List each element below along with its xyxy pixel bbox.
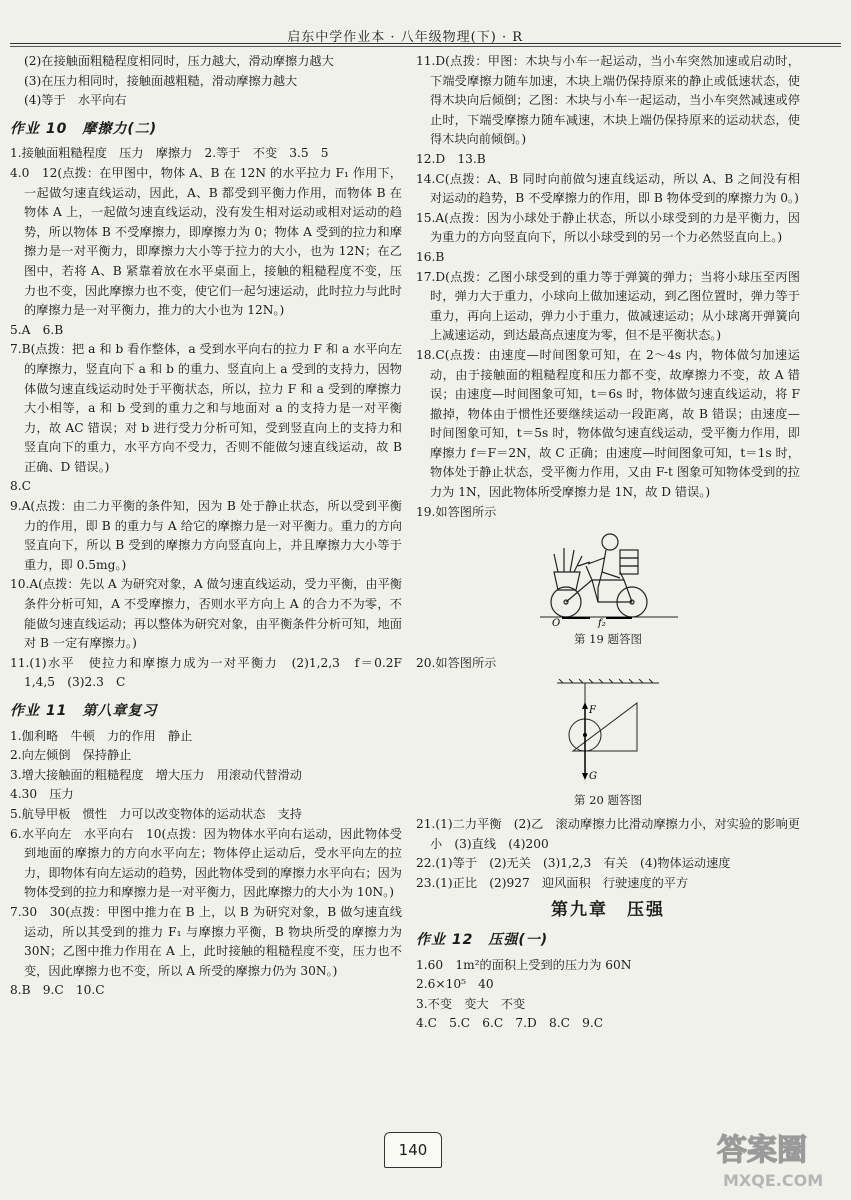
answer-item: 11.(1)水平 使拉力和摩擦力成为一对平衡力 (2)1,2,3 f＝0.2F 1,4,5 (3)2.3 C — [10, 655, 415, 690]
answer-item: 12.D 13.B — [416, 151, 486, 166]
answer-item: 5.航导甲板 惯性 力可以改变物体的运动状态 支持 — [10, 806, 302, 821]
watermark-logo — [713, 1122, 837, 1192]
answer-item: 16.B — [416, 249, 445, 264]
answer-item: 17.D(点拨：乙图小球受到的重力等于弹簧的弹力；当将小球压至丙图时，弹力大于重力，小球向上做加速运动，到乙图位置时，弹力等于重力，再向上运动，弹力小于重力，做减速运动；从小球离开弹簧向上减速运动，到达最高点速度为零，但不是平衡状态。) — [416, 269, 800, 343]
answer-item: 14.C(点拨：A、B 同时向前做匀速直线运动，所以 A、B 之间没有相对运动的趋势，B 不受摩擦力的作用，即 B 物体受到的摩擦力为 0。) — [416, 171, 800, 206]
chapter-title: 第九章 压强 — [551, 900, 665, 921]
fig20-label-f: F — [589, 705, 596, 717]
hw12-heading: 作业 12 压强(一) — [416, 932, 549, 948]
answer-item: 2.6×10⁵ 40 — [416, 977, 494, 992]
answer-item: 8.C — [10, 479, 31, 494]
fig19-label-o: O — [552, 618, 561, 629]
intro-line: (4)等于 水平向右 — [24, 93, 127, 108]
page-number: 140 — [384, 1132, 442, 1168]
answer-item: 21.(1)二力平衡 (2)乙 滚动摩擦力比滑动摩擦力小，对实验的影响更小 (3)直线 (4)200 — [416, 817, 800, 851]
ball-incline-drawing — [553, 679, 663, 789]
figure-19-caption: 第 19 题答图 — [574, 632, 642, 647]
answer-item: 1.伽利略 牛顿 力的作用 静止 — [10, 728, 193, 743]
hw10-heading: 作业 10 摩擦力(二) — [10, 120, 158, 137]
answer-item: 4.C 5.C 6.C 7.D 8.C 9.C — [416, 1016, 604, 1031]
figure-20 — [553, 679, 663, 789]
answer-item: 6.水平向左 水平向右 10(点拨：因为物体水平向右运动，因此物体受到地面的摩擦力的方向水平向左；物体停止运动后，受水平向左的拉力，即物体有向左运动的趋势，因此物体受到的摩擦力水平向右；因为物体受到的拉力和摩擦力是一对平衡力，因此摩擦力的大小为 10N。) — [10, 826, 402, 900]
answer-item: 3.增大接触面的粗糙程度 增大压力 用滚动代替滑动 — [10, 767, 302, 782]
answer-item: 3.不变 变大 不变 — [416, 996, 526, 1011]
header-rule-thin — [10, 46, 841, 47]
answer-item: 4.0 12(点拨：在甲图中，物体 A、B 在 12N 的水平拉力 F₁ 作用下，一起做匀速直线运动，因此，A、B 都受到平衡力作用，而物体 B 在物体 A 上，一起做匀速直线运动，没有发生相对运动或相对运动的趋势，所以物体 B 不受摩擦力，即摩擦力为 0；物体 A 受到的拉力和摩擦力是一对平衡力，即摩擦力大小等于拉力的大小，也为 12N；在乙图中，若将 A、B 紧靠着放在水平桌面上，接触的粗糙程度不变，压力也不变，因此摩擦力也不变，使它们一起匀速运动，此时拉力与此时的摩擦力是一对平衡力，推力的大小也为 12N。) — [10, 165, 402, 318]
answer-item: 7.B(点拨：把 a 和 b 看作整体，a 受到水平向右的拉力 F 和 a 水平向左的摩擦力，竖直向下 a 和 b 的重力、竖直向上 a 受到的支持力，因物体做匀速直线运动时处于平衡状态，所以，拉力 F 和 a 受到的摩擦力大小相等，a 和 b 受到的重力之和与地面对 a 的支持力是一对平衡力，故 AC 错误；对 b 进行受力分析可知，受到竖直向上的支持力和竖直向下的重力，水平方向不受力，否则不能做匀速直线运动，故 B 正确、D 错误。) — [10, 342, 402, 474]
answer-item: 9.A(点拨：由二力平衡的条件知，因为 B 处于静止状态，所以受到平衡力的作用，即 B 的重力与 A 给它的摩擦力是一对平衡力。重力的方向竖直向下，所以 B 受到的摩擦力方向竖直向上，并且摩擦力大小等于重力，即 0.5mg。) — [10, 499, 402, 572]
fig20-label-g: G — [589, 771, 597, 783]
answer-item: 11.D(点拨：甲图：木块与小车一起运动，当小车突然加速或启动时，下端受摩擦力随车加速，木块上端仍保持原来的静止或低速状态，使得木块向后倾倒；乙图：木块与小车一起运动，当小车突然减速或停止时，下端受摩擦力随车减速，木块上端仍保持原来的运动状态，使得木块向前倾倒。) — [416, 54, 800, 147]
watermark-text: 答案圈 — [717, 1133, 807, 1168]
answer-item: 20.如答图所示 — [416, 655, 497, 670]
answer-item: 7.30 30(点拨：甲图中推力在 B 上，以 B 为研究对象，B 做匀速直线运动，所以其受到的推力 F₁ 与摩擦力平衡，B 物块所受的摩擦力为 30N；乙图中推力作用在 A 上，此时接触的粗糙程度不变，压力也不变，因此摩擦力也不变，所以 A 所受的摩擦力仍为 30N。) — [10, 904, 402, 978]
watermark-url: MXQE.COM — [723, 1171, 824, 1190]
answer-item: 8.B 9.C 10.C — [10, 983, 105, 998]
header-rule — [10, 43, 841, 44]
right-column — [416, 52, 800, 1034]
header-title: 启东中学作业本 · 八年级物理(下) · R — [287, 30, 523, 45]
answer-item: 5.A 6.B — [10, 322, 64, 337]
answer-item: 10.A(点拨：先以 A 为研究对象，A 做匀速直线运动，受力平衡，由平衡条件分析可知，A 不受摩擦力，否则水平方向上 A 的合力不为零，不能做匀速直线运动；再以整体为研究对象，由平衡条件分析可知，地面对 B 一定有摩擦力。) — [10, 577, 402, 651]
bicycle-rider-drawing — [528, 528, 688, 628]
answer-item: 19.如答图所示 — [416, 504, 497, 519]
answer-item: 18.C(点拨：由速度—时间图象可知，在 2～4s 内，物体做匀加速运动，由于接触面的粗糙程度和压力都不变，故摩擦力不变，故 A 错误；由速度—时间图象可知，t＝6s 时，物体做匀速直线运动，将 F 撤掉，物体由于惯性还要继续运动一段距离，故 B 错误；由速度—时间图象可知，t＝5s 时，物体做匀速直线运动，受平衡力作用，即摩擦力 f＝F＝2N，故 C 正确；由速度—时间图象可知，t＝1s 时，物体处于静止状态，受平衡力作用，又由 F-t 图象可知物体受到的拉力为 1N，因此物体所受摩擦力是 1N，故 D 错误。) — [416, 347, 800, 500]
fig19-label-f: f₂ — [598, 618, 606, 629]
answer-item: 4.30 压力 — [10, 787, 74, 802]
intro-line: (2)在接触面粗糙程度相同时，压力越大，滑动摩擦力越大 — [24, 54, 334, 68]
answer-item: 2.向左倾倒 保持静止 — [10, 748, 132, 763]
answer-item: 23.(1)正比 (2)927 迎风面积 行驶速度的平方 — [416, 875, 689, 890]
answer-item: 1.接触面粗糙程度 压力 摩擦力 2.等于 不变 3.5 5 — [10, 146, 329, 161]
answer-item: 22.(1)等于 (2)无关 (3)1,2,3 有关 (4)物体运动速度 — [416, 856, 731, 871]
figure-20-caption: 第 20 题答图 — [574, 793, 642, 808]
left-column — [10, 52, 415, 1001]
hw11-heading: 作业 11 第八章复习 — [10, 703, 158, 719]
page-header — [0, 0, 851, 46]
intro-line: (3)在压力相同时，接触面越粗糙，滑动摩擦力越大 — [24, 73, 298, 88]
answer-item: 1.60 1m²的面积上受到的压力为 60N — [416, 957, 632, 972]
figure-19 — [528, 528, 688, 628]
answer-item: 15.A(点拨：因为小球处于静止状态，所以小球受到的力是平衡力，因为重力的方向竖直向下，所以小球受到的另一个力必然竖直向上。) — [416, 210, 800, 245]
